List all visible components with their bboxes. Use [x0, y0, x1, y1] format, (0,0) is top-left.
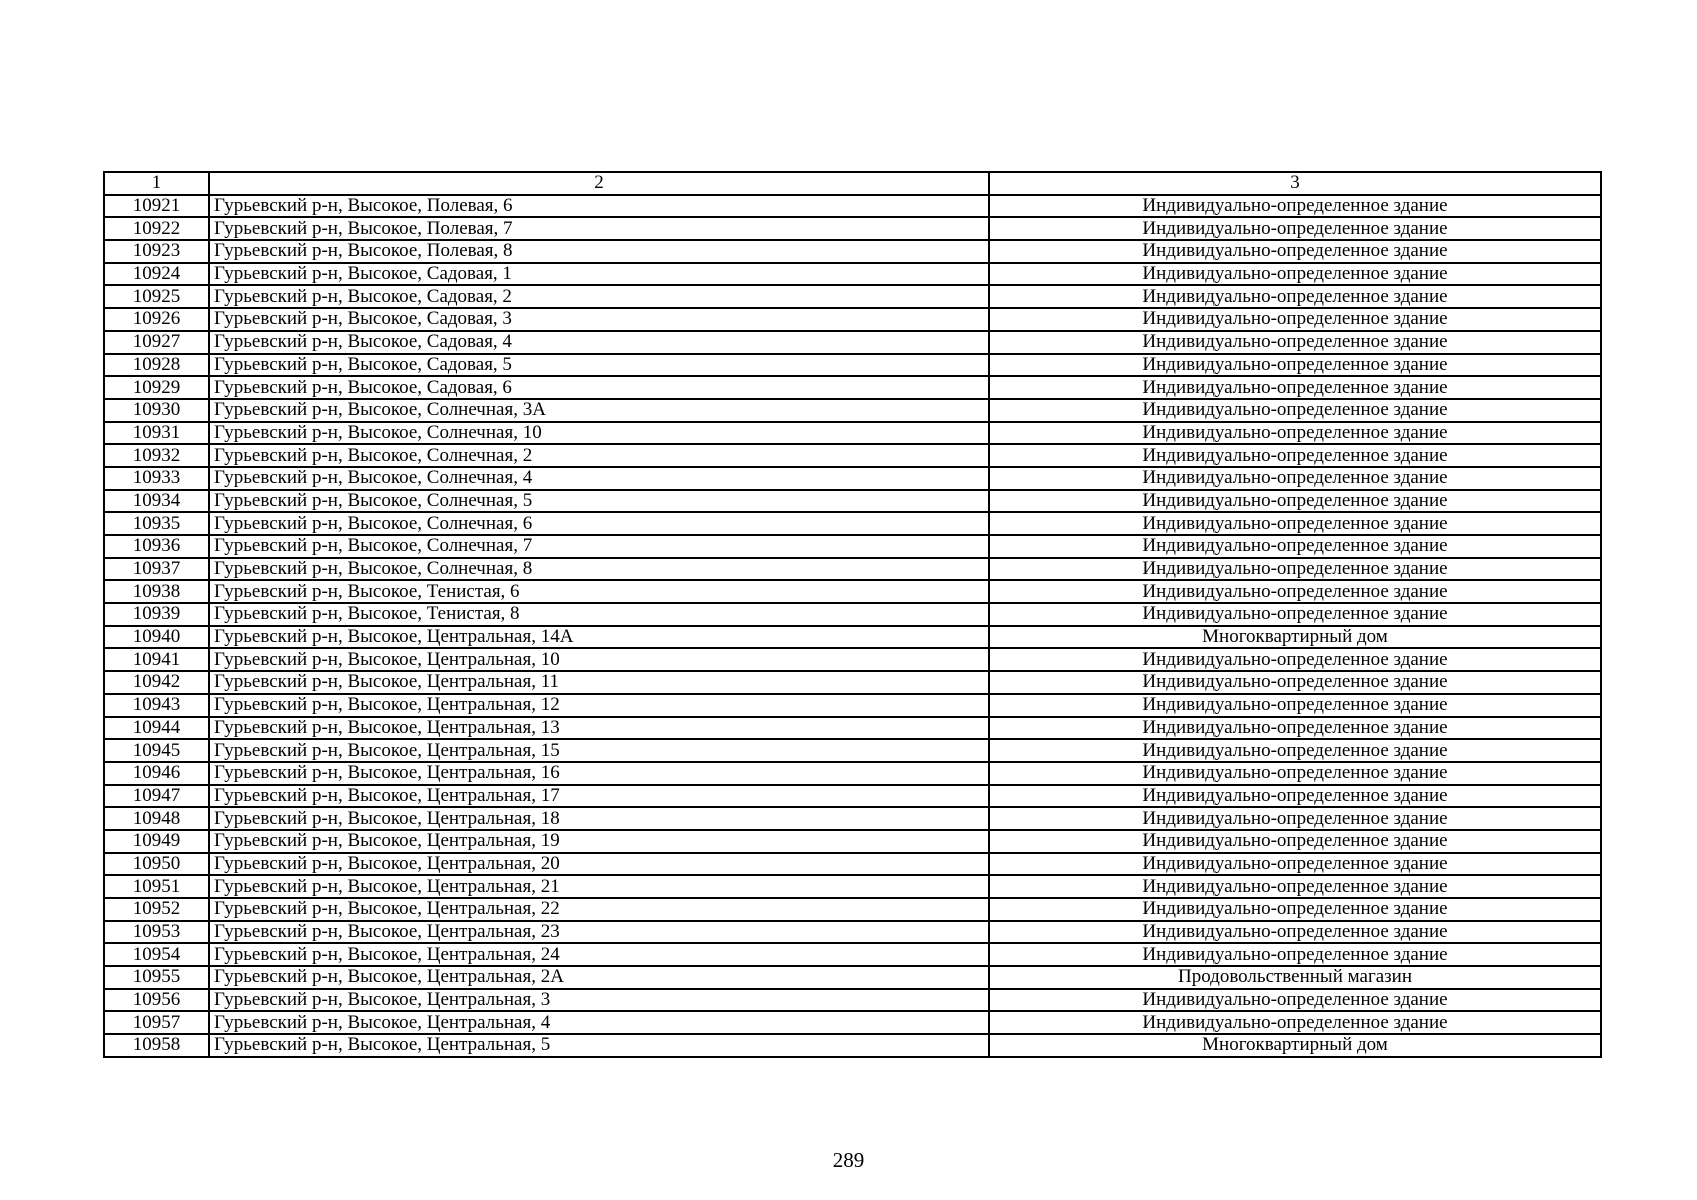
row-address: Гурьевский р-н, Высокое, Центральная, 16	[209, 762, 989, 785]
row-building-type: Многоквартирный дом	[989, 626, 1601, 649]
row-number: 10928	[104, 354, 209, 377]
row-number: 10951	[104, 875, 209, 898]
row-number: 10937	[104, 558, 209, 581]
row-number: 10958	[104, 1034, 209, 1057]
row-address: Гурьевский р-н, Высокое, Центральная, 10	[209, 648, 989, 671]
row-address: Гурьевский р-н, Высокое, Тенистая, 8	[209, 603, 989, 626]
row-building-type: Индивидуально-определенное здание	[989, 717, 1601, 740]
table-row	[104, 807, 1601, 830]
row-number: 10943	[104, 694, 209, 717]
table-row	[104, 331, 1601, 354]
row-number: 10949	[104, 830, 209, 853]
row-address: Гурьевский р-н, Высокое, Центральная, 11	[209, 671, 989, 694]
row-address: Гурьевский р-н, Высокое, Центральная, 17	[209, 785, 989, 808]
row-number: 10940	[104, 626, 209, 649]
row-building-type: Индивидуально-определенное здание	[989, 898, 1601, 921]
table-row	[104, 195, 1601, 218]
row-address: Гурьевский р-н, Высокое, Солнечная, 8	[209, 558, 989, 581]
row-address: Гурьевский р-н, Высокое, Центральная, 23	[209, 921, 989, 944]
row-building-type: Индивидуально-определенное здание	[989, 989, 1601, 1012]
row-building-type: Индивидуально-определенное здание	[989, 512, 1601, 535]
row-address: Гурьевский р-н, Высокое, Центральная, 3	[209, 989, 989, 1012]
row-address: Гурьевский р-н, Высокое, Садовая, 3	[209, 308, 989, 331]
table-body	[104, 195, 1601, 1057]
row-address: Гурьевский р-н, Высокое, Центральная, 5	[209, 1034, 989, 1057]
table-row	[104, 512, 1601, 535]
row-number: 10936	[104, 535, 209, 558]
row-number: 10952	[104, 898, 209, 921]
row-building-type: Индивидуально-определенное здание	[989, 217, 1601, 240]
row-number: 10923	[104, 240, 209, 263]
table-row	[104, 444, 1601, 467]
row-address: Гурьевский р-н, Высокое, Центральная, 4	[209, 1011, 989, 1034]
row-building-type: Индивидуально-определенное здание	[989, 490, 1601, 513]
row-number: 10927	[104, 331, 209, 354]
table-row	[104, 603, 1601, 626]
row-building-type: Индивидуально-определенное здание	[989, 603, 1601, 626]
row-building-type: Продовольственный магазин	[989, 966, 1601, 989]
table-row	[104, 558, 1601, 581]
row-address: Гурьевский р-н, Высокое, Центральная, 24	[209, 943, 989, 966]
row-address: Гурьевский р-н, Высокое, Центральная, 2А	[209, 966, 989, 989]
row-number: 10934	[104, 490, 209, 513]
table-row	[104, 671, 1601, 694]
row-building-type: Индивидуально-определенное здание	[989, 285, 1601, 308]
row-building-type: Индивидуально-определенное здание	[989, 195, 1601, 218]
row-building-type: Индивидуально-определенное здание	[989, 921, 1601, 944]
row-building-type: Индивидуально-определенное здание	[989, 580, 1601, 603]
table-row	[104, 966, 1601, 989]
table-row	[104, 1011, 1601, 1034]
row-building-type: Индивидуально-определенное здание	[989, 467, 1601, 490]
row-number: 10941	[104, 648, 209, 671]
row-address: Гурьевский р-н, Высокое, Центральная, 22	[209, 898, 989, 921]
row-number: 10924	[104, 263, 209, 286]
row-building-type: Индивидуально-определенное здание	[989, 785, 1601, 808]
row-building-type: Индивидуально-определенное здание	[989, 671, 1601, 694]
registry-table	[103, 171, 1602, 1058]
row-address: Гурьевский р-н, Высокое, Садовая, 6	[209, 376, 989, 399]
row-number: 10933	[104, 467, 209, 490]
row-number: 10955	[104, 966, 209, 989]
table-row	[104, 739, 1601, 762]
row-number: 10954	[104, 943, 209, 966]
page-number: 289	[832, 1148, 865, 1172]
table-row	[104, 898, 1601, 921]
table-row	[104, 717, 1601, 740]
table-row	[104, 422, 1601, 445]
row-number: 10947	[104, 785, 209, 808]
row-building-type: Индивидуально-определенное здание	[989, 399, 1601, 422]
table-row	[104, 376, 1601, 399]
column-header-address: 2	[209, 172, 989, 195]
row-building-type: Индивидуально-определенное здание	[989, 240, 1601, 263]
row-building-type: Индивидуально-определенное здание	[989, 648, 1601, 671]
row-building-type: Индивидуально-определенное здание	[989, 853, 1601, 876]
table-row	[104, 875, 1601, 898]
row-number: 10939	[104, 603, 209, 626]
table-row	[104, 853, 1601, 876]
row-number: 10938	[104, 580, 209, 603]
table-row	[104, 626, 1601, 649]
row-address: Гурьевский р-н, Высокое, Садовая, 1	[209, 263, 989, 286]
table-row	[104, 490, 1601, 513]
row-address: Гурьевский р-н, Высокое, Солнечная, 4	[209, 467, 989, 490]
row-address: Гурьевский р-н, Высокое, Центральная, 19	[209, 830, 989, 853]
row-building-type: Индивидуально-определенное здание	[989, 739, 1601, 762]
row-number: 10931	[104, 422, 209, 445]
table-header	[104, 172, 1601, 195]
row-building-type: Индивидуально-определенное здание	[989, 263, 1601, 286]
table-row	[104, 830, 1601, 853]
row-building-type: Многоквартирный дом	[989, 1034, 1601, 1057]
table-row	[104, 240, 1601, 263]
table-row	[104, 921, 1601, 944]
row-building-type: Индивидуально-определенное здание	[989, 422, 1601, 445]
row-number: 10925	[104, 285, 209, 308]
row-number: 10926	[104, 308, 209, 331]
row-address: Гурьевский р-н, Высокое, Садовая, 5	[209, 354, 989, 377]
row-address: Гурьевский р-н, Высокое, Солнечная, 2	[209, 444, 989, 467]
row-number: 10935	[104, 512, 209, 535]
row-building-type: Индивидуально-определенное здание	[989, 331, 1601, 354]
row-number: 10948	[104, 807, 209, 830]
row-building-type: Индивидуально-определенное здание	[989, 354, 1601, 377]
column-header-type: 3	[989, 172, 1601, 195]
row-address: Гурьевский р-н, Высокое, Центральная, 21	[209, 875, 989, 898]
table-row	[104, 308, 1601, 331]
row-number: 10945	[104, 739, 209, 762]
row-number: 10953	[104, 921, 209, 944]
table-row	[104, 399, 1601, 422]
header-row	[104, 172, 1601, 195]
row-address: Гурьевский р-н, Высокое, Солнечная, 5	[209, 490, 989, 513]
row-building-type: Индивидуально-определенное здание	[989, 535, 1601, 558]
row-building-type: Индивидуально-определенное здание	[989, 807, 1601, 830]
table-row	[104, 535, 1601, 558]
row-building-type: Индивидуально-определенное здание	[989, 558, 1601, 581]
row-building-type: Индивидуально-определенное здание	[989, 1011, 1601, 1034]
row-address: Гурьевский р-н, Высокое, Центральная, 12	[209, 694, 989, 717]
row-address: Гурьевский р-н, Высокое, Полевая, 6	[209, 195, 989, 218]
row-address: Гурьевский р-н, Высокое, Садовая, 2	[209, 285, 989, 308]
row-number: 10942	[104, 671, 209, 694]
row-building-type: Индивидуально-определенное здание	[989, 943, 1601, 966]
row-building-type: Индивидуально-определенное здание	[989, 875, 1601, 898]
table-row	[104, 785, 1601, 808]
row-address: Гурьевский р-н, Высокое, Тенистая, 6	[209, 580, 989, 603]
table-row	[104, 580, 1601, 603]
row-address: Гурьевский р-н, Высокое, Солнечная, 3А	[209, 399, 989, 422]
row-address: Гурьевский р-н, Высокое, Центральная, 15	[209, 739, 989, 762]
column-header-number: 1	[104, 172, 209, 195]
table-row	[104, 762, 1601, 785]
row-number: 10922	[104, 217, 209, 240]
row-number: 10929	[104, 376, 209, 399]
table-row	[104, 694, 1601, 717]
row-address: Гурьевский р-н, Высокое, Центральная, 20	[209, 853, 989, 876]
table-row	[104, 943, 1601, 966]
row-address: Гурьевский р-н, Высокое, Центральная, 14А	[209, 626, 989, 649]
row-building-type: Индивидуально-определенное здание	[989, 308, 1601, 331]
row-building-type: Индивидуально-определенное здание	[989, 830, 1601, 853]
table-row	[104, 648, 1601, 671]
row-address: Гурьевский р-н, Высокое, Центральная, 13	[209, 717, 989, 740]
row-address: Гурьевский р-н, Высокое, Центральная, 18	[209, 807, 989, 830]
row-address: Гурьевский р-н, Высокое, Полевая, 7	[209, 217, 989, 240]
table-row	[104, 467, 1601, 490]
table-row	[104, 354, 1601, 377]
row-building-type: Индивидуально-определенное здание	[989, 376, 1601, 399]
table-row	[104, 989, 1601, 1012]
table-row	[104, 263, 1601, 286]
row-building-type: Индивидуально-определенное здание	[989, 694, 1601, 717]
row-number: 10950	[104, 853, 209, 876]
row-address: Гурьевский р-н, Высокое, Солнечная, 10	[209, 422, 989, 445]
row-number: 10930	[104, 399, 209, 422]
row-address: Гурьевский р-н, Высокое, Полевая, 8	[209, 240, 989, 263]
table-row	[104, 285, 1601, 308]
row-building-type: Индивидуально-определенное здание	[989, 444, 1601, 467]
row-number: 10957	[104, 1011, 209, 1034]
row-address: Гурьевский р-н, Высокое, Садовая, 4	[209, 331, 989, 354]
row-address: Гурьевский р-н, Высокое, Солнечная, 6	[209, 512, 989, 535]
row-number: 10946	[104, 762, 209, 785]
row-address: Гурьевский р-н, Высокое, Солнечная, 7	[209, 535, 989, 558]
row-building-type: Индивидуально-определенное здание	[989, 762, 1601, 785]
table-row	[104, 1034, 1601, 1057]
row-number: 10932	[104, 444, 209, 467]
row-number: 10956	[104, 989, 209, 1012]
table-row	[104, 217, 1601, 240]
row-number: 10921	[104, 195, 209, 218]
row-number: 10944	[104, 717, 209, 740]
